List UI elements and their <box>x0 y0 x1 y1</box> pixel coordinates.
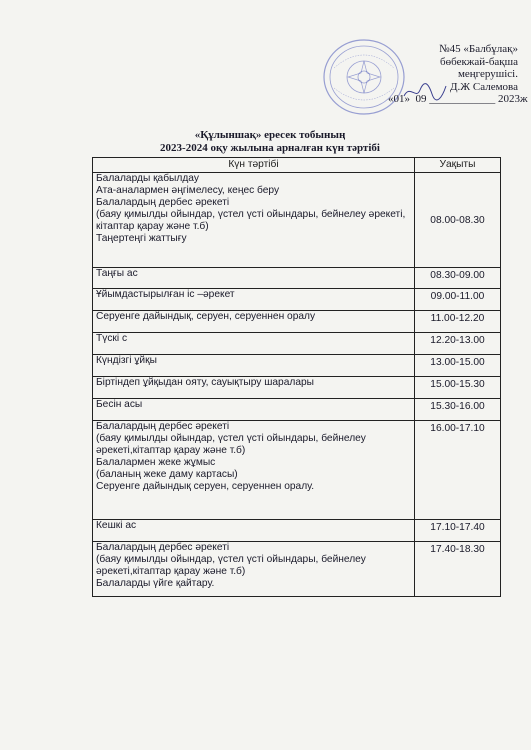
activity-cell <box>93 173 415 268</box>
activity-line: Күндізгі ұйқы <box>96 355 157 366</box>
document-heading <box>120 129 420 155</box>
activity-line: Балаларды қабылдау <box>96 173 199 184</box>
table-row <box>93 173 501 268</box>
table-row <box>93 268 501 289</box>
activity-line: (баланың жеке даму картасы) <box>96 469 238 480</box>
signature <box>402 80 448 102</box>
approval-line: бөбекжай-бақша <box>440 55 518 68</box>
time-cell: 11.00-12.20 <box>414 311 500 333</box>
activity-line: Бесін асы <box>96 399 143 410</box>
activity-line: Серуенге дайындық серуен, серуеннен оралу. <box>96 481 315 492</box>
activity-line: Ұйымдастырылған іс –әрекет <box>96 289 235 300</box>
approval-line: №45 «Балбұлақ» <box>439 43 518 55</box>
activity-cell <box>93 542 415 597</box>
time-cell: 13.00-15.00 <box>414 355 500 377</box>
activity-cell <box>93 311 415 333</box>
activity-cell <box>93 421 415 520</box>
activity-line: Ата-аналармен әңгімелесу, кеңес беру <box>96 185 280 196</box>
activity-line: Таңғы ас <box>96 268 138 279</box>
heading-title: 2023-2024 оқу жылына арналған күн тәртібі <box>160 142 380 154</box>
table-row <box>93 311 501 333</box>
table-row <box>93 542 501 597</box>
activity-line: Балалардың дербес әрекеті <box>96 421 230 432</box>
table-row <box>93 289 501 311</box>
activity-line: Балаларды үйге қайтару. <box>96 578 215 589</box>
activity-line: Серуенге дайындық, серуен, серуеннен оралу <box>96 311 316 322</box>
approval-date-year: 2023ж <box>498 93 528 105</box>
activity-cell <box>93 289 415 311</box>
time-cell: 17.10-17.40 <box>414 520 500 542</box>
table-row <box>93 399 501 421</box>
activity-cell <box>93 268 415 289</box>
activity-cell <box>93 399 415 421</box>
activity-cell <box>93 520 415 542</box>
table-row <box>93 333 501 355</box>
approval-date-month: 09 <box>415 93 427 105</box>
activity-line: Балалармен жеке жұмыс <box>96 457 216 468</box>
activity-line: Кешкі ас <box>96 520 137 531</box>
time-cell: 16.00-17.10 <box>414 421 500 520</box>
column-header-activity: Күн тәртібі <box>93 158 415 173</box>
table-row <box>93 520 501 542</box>
column-header-time: Уақыты <box>414 158 500 173</box>
approval-line: меңгерушісі. <box>457 68 518 80</box>
time-cell: 09.00-11.00 <box>414 289 500 311</box>
activity-line: (баяу қимылды ойындар, үстел үсті ойындары, бейнелеу әрекеті,кітаптар қарау және т.б) <box>96 433 366 456</box>
heading-group-name: «Құлыншақ» ересек тобының <box>194 129 346 141</box>
activity-line: Балалардың дербес әрекеті <box>96 542 230 553</box>
time-cell: 15.30-16.00 <box>414 399 500 421</box>
time-cell: 08.30-09.00 <box>414 268 500 289</box>
time-cell: 12.20-13.00 <box>414 333 500 355</box>
activity-line: Балалардың дербес әрекеті <box>96 197 230 208</box>
table-header-row <box>93 158 501 173</box>
activity-line: Түскі с <box>96 333 128 344</box>
activity-line: (баяу қимылды ойындар, үстел үсті ойындары, бейнелеу әрекеті, кітаптар қарау және т.б) <box>96 209 406 232</box>
approval-date: «01» 09 ____________ 2023ж <box>388 93 528 105</box>
table-row <box>93 377 501 399</box>
daily-schedule-table <box>92 157 501 597</box>
approval-signatory: Д.Ж Салемова <box>450 80 518 93</box>
activity-line: (баяу қимылды ойындар, үстел үсті ойындары, бейнелеу әрекеті,кітаптар қарау және т.б) <box>96 554 366 577</box>
activity-cell <box>93 355 415 377</box>
activity-line: Таңертеңгі жаттығу <box>96 233 187 244</box>
table-row <box>93 421 501 520</box>
activity-cell <box>93 377 415 399</box>
approval-date-day: «01» <box>388 93 410 105</box>
time-cell: 15.00-15.30 <box>414 377 500 399</box>
activity-cell <box>93 333 415 355</box>
table-row <box>93 355 501 377</box>
time-cell: 08.00-08.30 <box>414 173 500 268</box>
time-cell: 17.40-18.30 <box>414 542 500 597</box>
activity-line: Біртіндеп ұйқыдан ояту, сауықтыру шаралары <box>96 377 314 388</box>
